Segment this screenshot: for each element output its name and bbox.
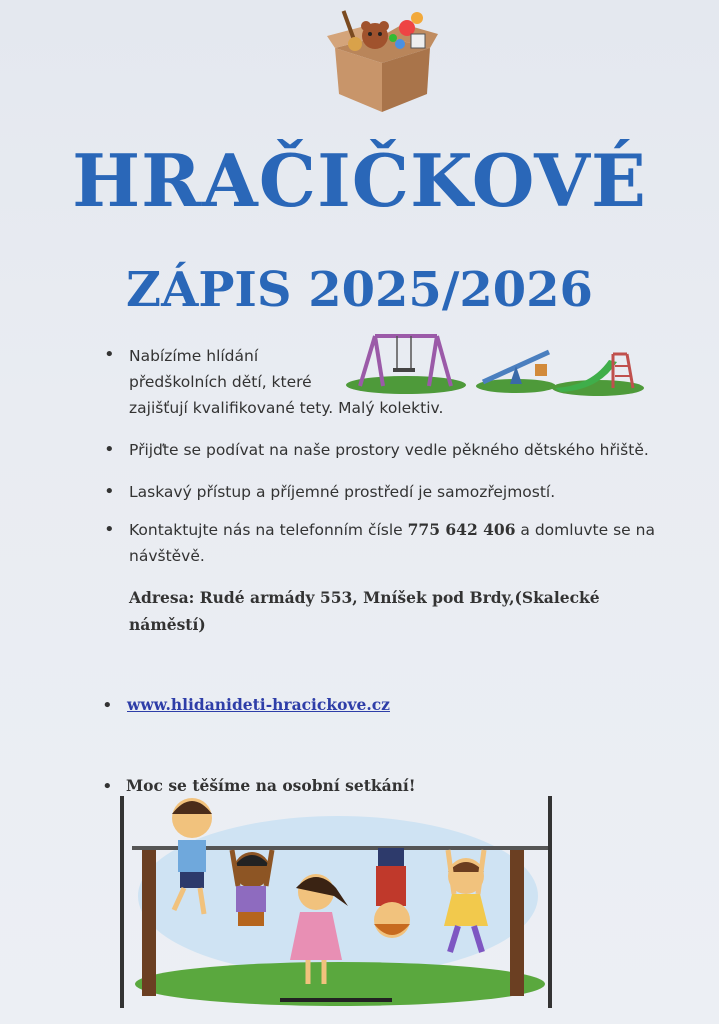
bullet-dot: • bbox=[102, 776, 113, 797]
website-link[interactable]: www.hlidanideti-hracickove.cz bbox=[127, 695, 390, 714]
contact-text bbox=[129, 517, 699, 569]
bullet-dot: • bbox=[104, 439, 115, 460]
page-title: HRAČIČKOVÉ bbox=[72, 138, 647, 223]
approach-text: Laskavý přístup a příjemné prostředí je samozřejmostí. bbox=[129, 483, 556, 501]
contact-line-2: návštěvě. bbox=[129, 547, 205, 565]
bullet-dot: • bbox=[104, 344, 115, 365]
bullet-dot: • bbox=[104, 481, 115, 502]
bullet-dot: • bbox=[102, 695, 113, 716]
closing-text: Moc se těšíme na osobní setkání! bbox=[126, 776, 416, 795]
contact-post: a domluvte se na bbox=[515, 521, 655, 539]
address-line-2: náměstí) bbox=[129, 615, 206, 634]
bullet-dot: • bbox=[104, 519, 115, 540]
phone-number[interactable]: 775 642 406 bbox=[407, 520, 516, 539]
address bbox=[129, 584, 689, 638]
address-line-1: Adresa: Rudé armády 553, Mníšek pod Brdy,(Skalecké bbox=[129, 588, 600, 607]
offer-text bbox=[129, 343, 489, 421]
visit-text: Přijďte se podívat na naše prostory vedle pěkného dětského hřiště. bbox=[129, 441, 649, 459]
offer-line-1: Nabízíme hlídání bbox=[129, 347, 259, 365]
offer-line-3: zajišťují kvalifikované tety. Malý kolektiv. bbox=[129, 399, 444, 417]
children-playground-illustration bbox=[120, 796, 556, 1010]
website-row bbox=[127, 692, 527, 718]
slide-icon bbox=[551, 348, 645, 396]
offer-line-2: předškolních dětí, které bbox=[129, 373, 312, 391]
page-subtitle: ZÁPIS 2025/2026 bbox=[126, 262, 593, 318]
contact-pre: Kontaktujte nás na telefonním čísle bbox=[129, 521, 408, 539]
toy-box-icon bbox=[325, 8, 440, 114]
